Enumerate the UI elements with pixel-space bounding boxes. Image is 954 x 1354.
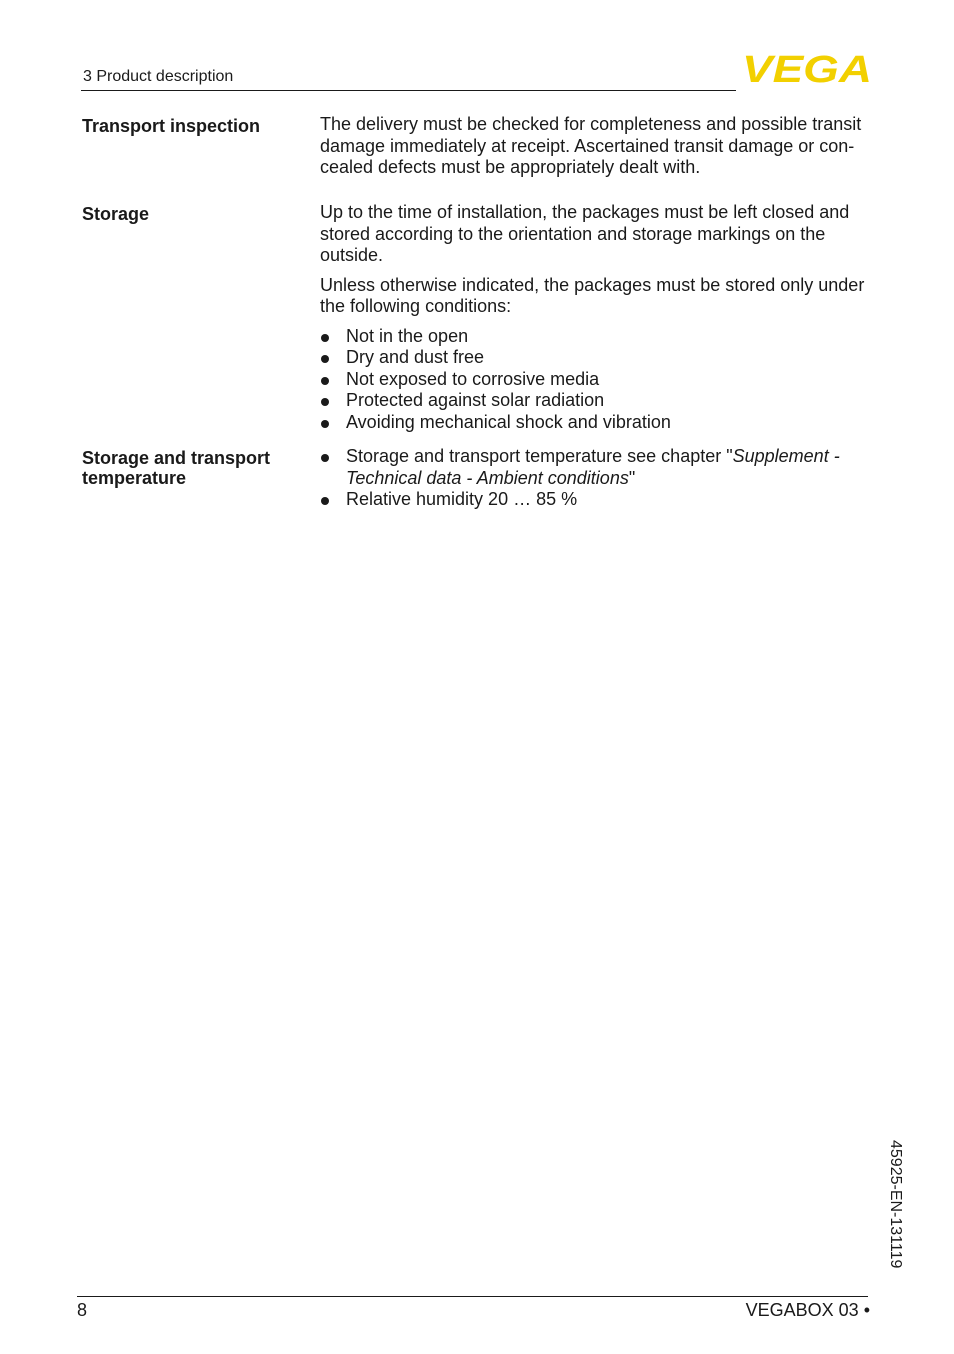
footer-rule [77,1296,868,1297]
list-item [320,446,880,489]
body-storage-transport-temperature [320,446,880,511]
list-item-text: Relative humidity 20 … 85 % [346,489,578,509]
list-item [320,390,880,412]
list-item-text: Protected against solar radiation [346,390,605,410]
chapter-header: 3 Product description [83,68,234,85]
list-item-text-suffix: " [628,467,636,488]
list-item-text: Not in the open [346,325,469,346]
list-item [320,412,880,434]
temperature-list [320,446,880,511]
body-storage [320,202,880,433]
bullet-icon [321,454,329,462]
label-storage: Storage [82,204,150,224]
label-transport-inspection: Transport inspection [82,116,261,136]
list-item-text: Avoiding mechanical shock and vibration [346,411,671,432]
label-storage-transport-temperature: Storage and transport temperature [82,448,271,488]
svg-text:VEGA: VEGA [742,52,872,84]
list-item-text-prefix: Storage and transport temperature see chapter " [346,446,733,466]
page-number: 8 [77,1300,88,1320]
document-code: 45925-EN-131119 [887,1140,904,1269]
vega-logo [742,52,872,84]
product-name: VEGABOX 03 • [745,1300,870,1320]
storage-conditions-list [320,326,880,434]
bullet-icon [321,377,329,385]
list-item [320,489,880,511]
bullet-icon [321,497,329,505]
list-item [320,347,880,369]
header-rule [81,90,736,91]
list-item-text: Not exposed to corrosive media [346,368,600,389]
paragraph: The delivery must be checked for completeness and possible transit damage immediately at receipt. Ascertained transit damage or con-cealed defects must be appropriately dealt with. [320,114,862,177]
list-item-text: Dry and dust free [346,347,485,367]
bullet-icon [321,334,329,342]
bullet-icon [321,398,329,406]
list-item [320,369,880,391]
paragraph: Unless otherwise indicated, the packages must be stored only under the following conditions: [320,274,865,316]
bullet-icon [321,420,329,428]
bullet-icon [321,355,329,363]
body-transport-inspection [320,114,880,187]
list-item [320,326,880,348]
chapter-reference: Supplement - Technical data - Ambient conditions [346,446,840,488]
paragraph: Up to the time of installation, the packages must be left closed and stored according to the orientation and storage markings on the outside. [320,202,850,265]
